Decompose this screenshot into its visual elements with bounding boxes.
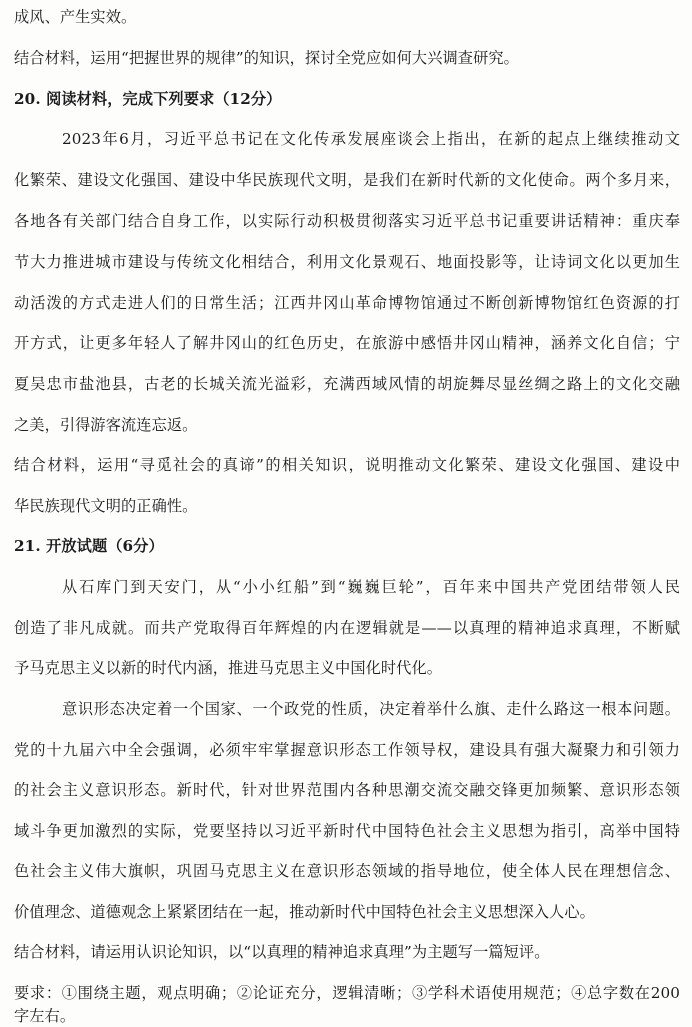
text-line: 意识形态决定着一个国家、一个政党的性质，决定着举什么旗、走什么路这一根本问题。 (62, 700, 680, 718)
text-line: 节大力推进城市建设与传统文化相结合，利用文化景观石、地面投影等，让诗词文化以更加生 (14, 253, 680, 271)
text-line: 开方式，让更多年轻人了解井冈山的红色历史，在旅游中感悟井冈山精神，涵养文化自信；宁 (14, 334, 680, 352)
text-line: 创造了非凡成就。而共产党取得百年辉煌的内在逻辑就是——以真理的精神追求真理，不断赋 (14, 619, 680, 637)
requirements-line: 要求：①围绕主题，观点明确；②论证充分，逻辑清晰；③学科术语使用规范；④总字数在200 (14, 984, 680, 1002)
text-line: 结合材料，运用“把握世界的规律”的知识，探讨全党应如何大兴调查研究。 (14, 49, 519, 67)
text-line: 华民族现代文明的正确性。 (14, 497, 198, 515)
text-line: 成风、产生实效。 (14, 8, 137, 26)
text-line: 的社会主义意识形态。新时代，针对世界范围内各种思潮交流交融交锋更加频繁、意识形态领 (14, 781, 680, 799)
question-20-heading: 20. 阅读材料，完成下列要求（12分） (14, 90, 282, 108)
text-line: 化繁荣、建设文化强国、建设中华民族现代文明，是我们在新时代新的文化使命。两个多月来， (14, 171, 680, 189)
text-line: 价值理念、道德观念上紧紧团结在一起，推动新时代中国特色社会主义思想深入人心。 (14, 903, 595, 921)
text-line: 字左右。 (14, 1007, 76, 1025)
text-line: 从石库门到天安门，从“小小红船”到“巍巍巨轮”，百年来中国共产党团结带领人民 (62, 578, 680, 596)
text-line: 结合材料，请运用认识论知识，以“以真理的精神追求真理”为主题写一篇短评。 (14, 943, 550, 961)
text-line: 2023年6月，习近平总书记在文化传承发展座谈会上指出，在新的起点上继续推动文 (62, 130, 680, 148)
text-line: 党的十九届六中全会强调，必须牢牢掌握意识形态工作领导权，建设具有强大凝聚力和引领力 (14, 741, 680, 759)
text-line: 结合材料，运用“寻觅社会的真谛”的相关知识，说明推动文化繁荣、建设文化强国、建设中 (14, 456, 680, 474)
text-line: 色社会主义伟大旗帜，巩固马克思主义在意识形态领域的指导地位，使全体人民在理想信念、 (14, 862, 680, 880)
text-line: 域斗争更加激烈的实际，党要坚持以习近平新时代中国特色社会主义思想为指引，高举中国特 (14, 822, 680, 840)
question-21-heading: 21. 开放试题（6分） (14, 537, 164, 555)
text-line: 动活泼的方式走进人们的日常生活；江西井冈山革命博物馆通过不断创新博物馆红色资源的打 (14, 294, 680, 312)
text-line: 之美，引得游客流连忘返。 (14, 416, 198, 434)
text-line: 夏吴忠市盐池县，古老的长城关流光溢彩，充满西域风情的胡旋舞尽显丝绸之路上的文化交融 (14, 375, 680, 393)
text-line: 各地各有关部门结合自身工作，以实际行动积极贯彻落实习近平总书记重要讲话精神：重庆奉 (14, 212, 680, 230)
text-line: 予马克思主义以新的时代内涵，推进马克思主义中国化时代化。 (14, 659, 443, 677)
